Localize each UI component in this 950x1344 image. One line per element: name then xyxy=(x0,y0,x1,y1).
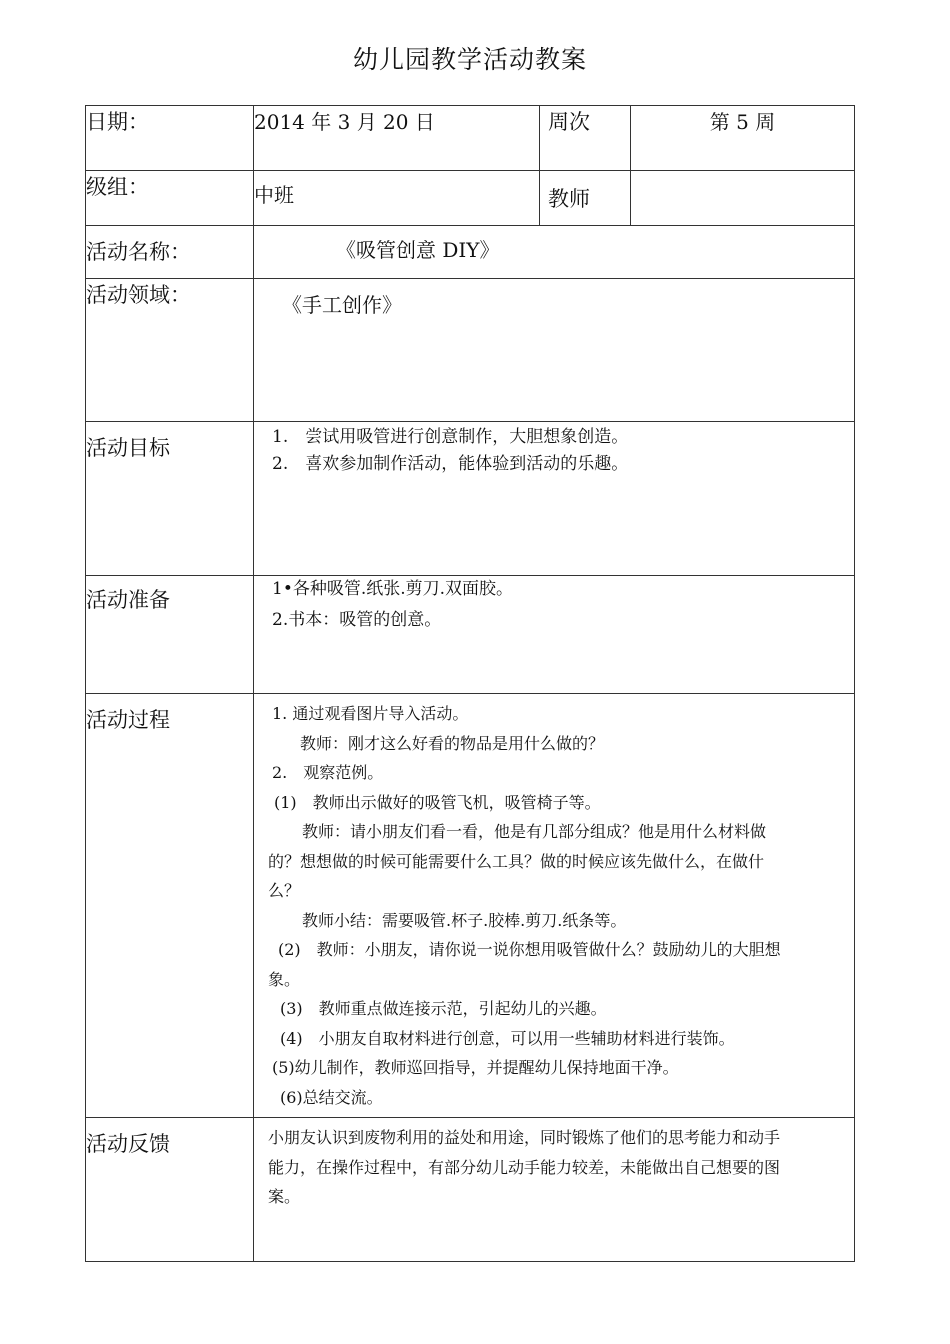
process-line: 教师：请小朋友们看一看，他是有几部分组成？他是用什么材料做 xyxy=(302,822,767,841)
row-activity-process xyxy=(86,694,855,1118)
process-line: 教师：刚才这么好看的物品是用什么做的？ xyxy=(300,733,605,753)
activity-prep-content xyxy=(254,576,855,694)
row-activity-name xyxy=(86,226,855,279)
document-title: 幼儿园教学活动教案 xyxy=(352,45,587,74)
activity-goal-content xyxy=(254,422,855,576)
process-line: (3) 教师重点做连接示范，引起幼儿的兴趣。 xyxy=(280,999,607,1018)
process-line: (6)总结交流。 xyxy=(280,1087,383,1107)
process-line: 么？ xyxy=(268,881,301,900)
row-date xyxy=(86,106,855,171)
activity-domain-label: 活动领域： xyxy=(86,279,254,422)
activity-process-label: 活动过程 xyxy=(86,694,254,1118)
process-line: 的？想想做的时候可能需要什么工具？做的时候应该先做什么，在做什 xyxy=(268,851,765,871)
row-activity-prep xyxy=(86,576,855,694)
process-line: (5)幼儿制作，教师巡回指导，并提醒幼儿保持地面干净。 xyxy=(272,1058,679,1077)
feedback-line: 小朋友认识到废物利用的益处和用途，同时锻炼了他们的思考能力和动手 xyxy=(268,1128,781,1147)
process-line: (2) 教师：小朋友，请你说一说你想用吸管做什么？鼓励幼儿的大胆想 xyxy=(278,940,781,959)
lesson-plan-table xyxy=(85,105,855,1262)
activity-domain-value: 《手工创作》 xyxy=(254,279,855,422)
activity-feedback-label: 活动反馈 xyxy=(86,1118,254,1262)
week-value: 第 5 周 xyxy=(631,106,855,171)
process-line: 象。 xyxy=(268,969,301,989)
process-line: (4) 小朋友自取材料进行创意，可以用一些辅助材料进行装饰。 xyxy=(280,1028,735,1048)
date-value: 2014 年 3 月 20 日 xyxy=(254,106,540,171)
row-grade xyxy=(86,171,855,226)
feedback-line: 能力，在操作过程中，有部分幼儿动手能力较差，未能做出自己想要的图 xyxy=(268,1157,781,1177)
week-label: 周次 xyxy=(540,106,631,171)
teacher-value xyxy=(631,171,855,226)
goal-line: 1. 尝试用吸管进行创意制作，大胆想象创造。 xyxy=(272,427,629,447)
activity-name-value: 《吸管创意 DIY》 xyxy=(254,226,855,279)
prep-line: 2.书本：吸管的创意。 xyxy=(272,610,442,630)
row-activity-domain xyxy=(86,279,855,422)
row-activity-feedback xyxy=(86,1118,855,1262)
goal-line: 2. 喜欢参加制作活动，能体验到活动的乐趣。 xyxy=(272,454,629,474)
activity-prep-label: 活动准备 xyxy=(86,576,254,694)
activity-goal-label: 活动目标 xyxy=(86,422,254,576)
process-line: 教师小结：需要吸管.杯子.胶棒.剪刀.纸条等。 xyxy=(302,910,627,930)
process-line: 2. 观察范例。 xyxy=(272,763,384,782)
activity-name-label: 活动名称： xyxy=(86,226,254,279)
process-line: 1. 通过观看图片导入活动。 xyxy=(272,704,469,723)
teacher-label: 教师 xyxy=(540,171,631,226)
row-activity-goal xyxy=(86,422,855,576)
grade-value: 中班 xyxy=(254,171,540,226)
activity-feedback-content xyxy=(254,1118,855,1262)
feedback-line: 案。 xyxy=(268,1187,301,1206)
process-line: (1) 教师出示做好的吸管飞机，吸管椅子等。 xyxy=(274,792,601,812)
date-label: 日期： xyxy=(86,106,254,171)
prep-line: 1•各种吸管.纸张.剪刀.双面胶。 xyxy=(272,579,514,599)
activity-process-content xyxy=(254,694,855,1118)
grade-label: 级组： xyxy=(86,171,254,226)
